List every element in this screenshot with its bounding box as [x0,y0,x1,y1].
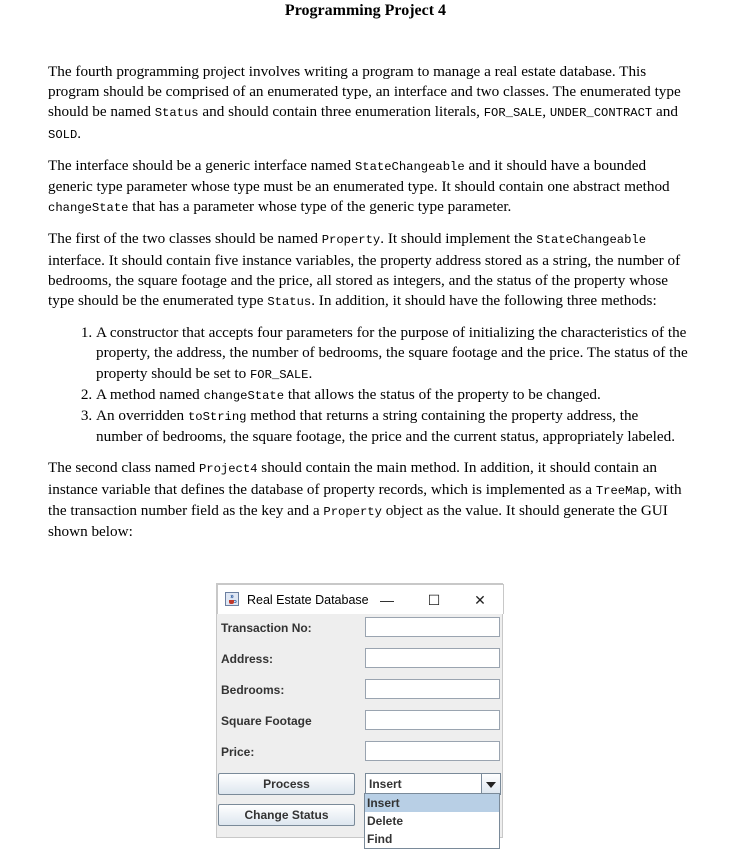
action-combo-box[interactable] [365,773,501,795]
combo-dropdown-list [364,793,500,849]
paragraph-interface: The interface should be a generic interface named StateChangeable and it should have a bounded generic type parameter whose type must be an enumerated type. It should contain one abstract method changeState that has a parameter whose type of the generic type parameter. [48,156,670,216]
code-property: Property [323,504,382,519]
paragraph-intro: The fourth programming project involves writing a program to manage a real estate database. This program should be comprised of an enumerated type, an interface and two classes. The enumerated type should be named Status and should contain three enumeration literals, FOR_SALE, UNDER_CONTRACT and SOLD. [48,63,681,142]
combo-selected-value: Insert [369,777,402,791]
square-footage-field[interactable] [365,710,500,730]
change-status-button[interactable]: Change Status [218,804,355,826]
page-title: Programming Project 4 [284,2,447,19]
window-titlebar [217,584,504,614]
paragraph-project4-class: The second class named Project4 should contain the main method. In addition, it should contain an instance variable that defines the database of property records, which is implemented as a TreeMap, with the transaction number field as the key and a Property object as the value. It should generate the GUI shown below: [48,459,682,541]
combo-option-find[interactable]: Find [367,832,393,846]
code-status: Status [154,106,199,121]
code-for-sale: FOR_SALE [249,367,309,382]
code-treemap: TreeMap [595,483,648,498]
combo-option-insert[interactable]: Insert [365,794,499,812]
transaction-field[interactable] [365,617,500,637]
label-square-footage: Square Footage [221,714,312,728]
combo-option-delete[interactable]: Delete [367,814,404,828]
document-body [48,62,688,553]
list-item: 3. An overridden toString method that returns a string containing the property address, the number of bedrooms, the square footage, the price and the current status, appropriately labeled. [96,406,688,447]
bedrooms-field[interactable] [365,679,500,699]
code-changestate: changeState [48,201,129,216]
code-project4: Project4 [198,462,258,477]
code-statechangeable: StateChangeable [354,159,465,174]
code-statechangeable: StateChangeable [536,233,647,248]
code-tostring: toString [187,410,247,425]
list-item: 2. A method named changeState that allows the status of the property to be changed. [96,385,688,406]
minimize-icon[interactable]: — [380,592,394,608]
list-item: 1. A constructor that accepts four parameters for the purpose of initializing the characteristics of the property, the address, the number of bedrooms, the square footage and the price. The status of the property should be set to FOR_SALE. [96,323,688,385]
chevron-down-icon[interactable] [481,774,500,794]
process-button[interactable]: Process [218,773,355,795]
address-field[interactable] [365,648,500,668]
code-for-sale: FOR_SALE [483,106,543,121]
label-bedrooms: Bedrooms: [221,683,285,697]
methods-list [48,323,688,447]
gui-screenshot [216,583,503,852]
java-coffee-icon [225,592,239,606]
maximize-icon[interactable]: ☐ [427,592,441,608]
code-property: Property [321,233,381,248]
price-field[interactable] [365,741,500,761]
code-status: Status [267,295,312,310]
paragraph-property-class: The first of the two classes should be named Property. It should implement the StateChangeable interface. It should contain five instance variables, the property address stored as a string, the number of bedrooms, the square footage and the price, all stored as integers, and the status of the property whose type should be the enumerated type Status. In addition, it should have the following three methods: [48,230,681,310]
window-title: Real Estate Database [247,593,369,607]
code-changestate: changeState [203,388,285,403]
code-sold: SOLD [48,127,78,142]
label-transaction: Transaction No: [221,621,312,635]
close-icon[interactable]: ✕ [474,592,486,608]
label-address: Address: [221,652,274,666]
code-under-contract: UNDER_CONTRACT [549,106,653,121]
label-price: Price: [221,745,255,759]
